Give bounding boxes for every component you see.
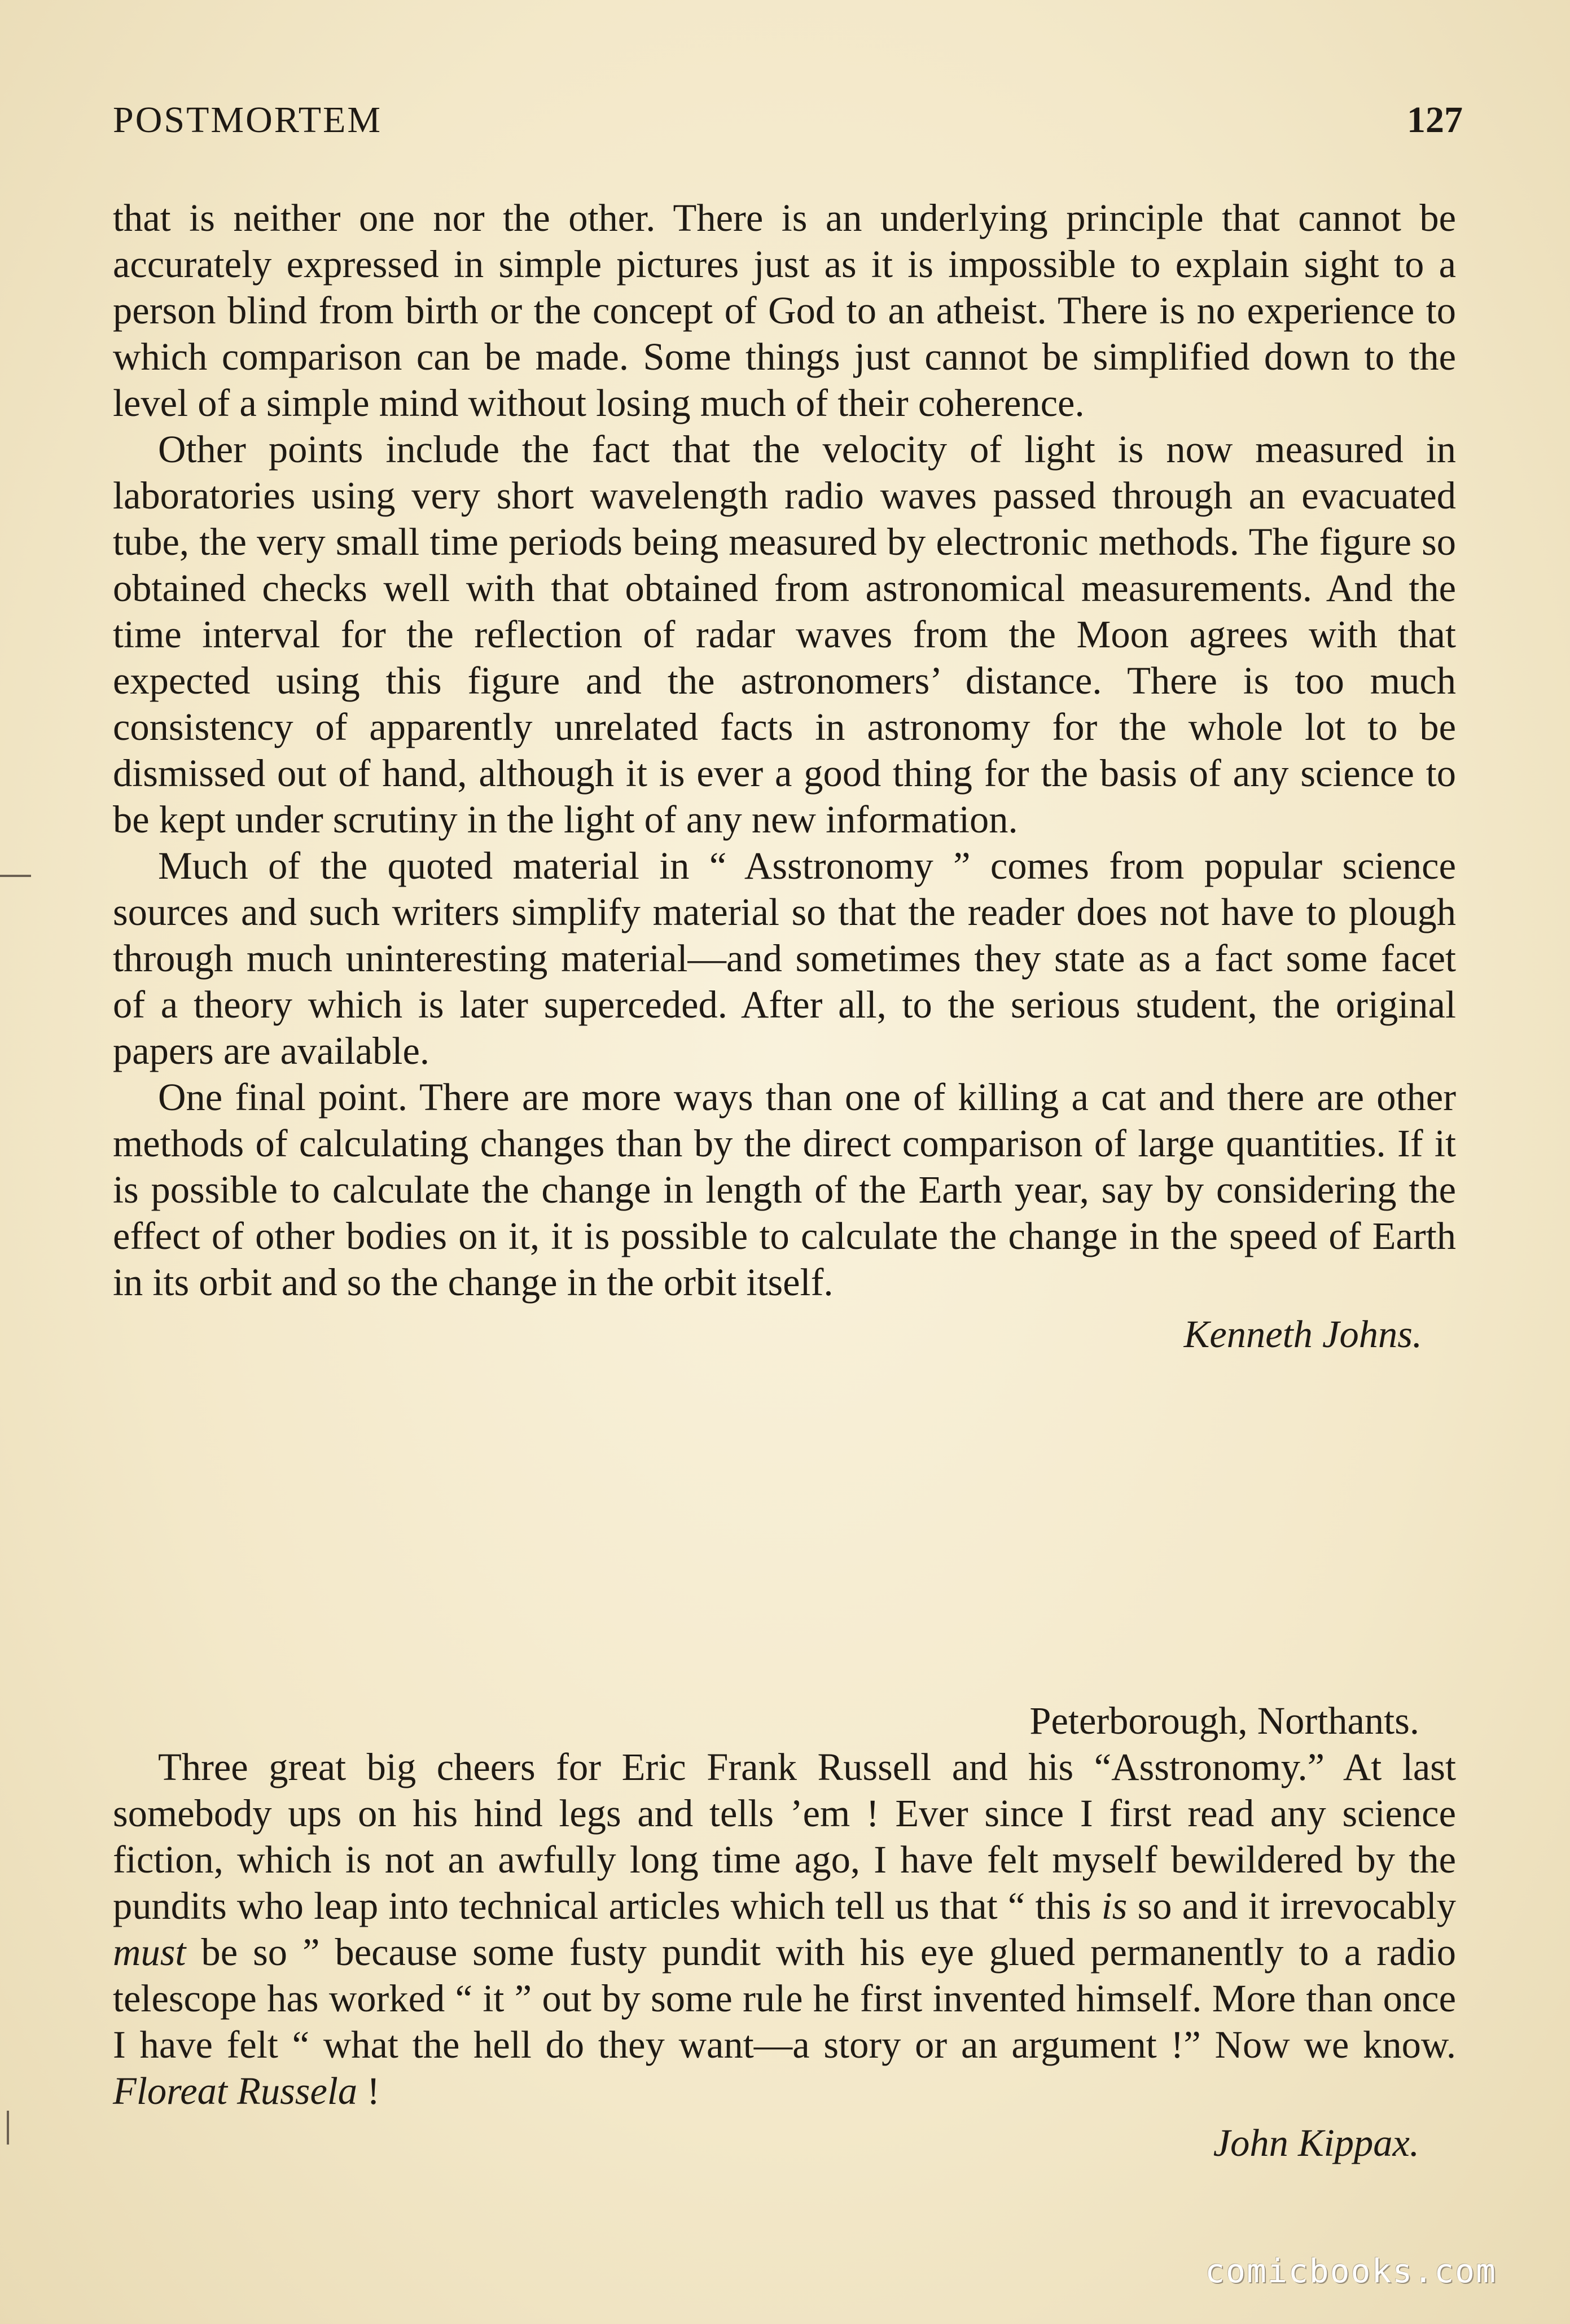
letter-john-kippax	[113, 1698, 1456, 2166]
letter-location: Peterborough, Northants.	[1029, 1699, 1419, 1742]
letter-kenneth-johns	[113, 195, 1456, 1357]
paragraph: Other points include the fact that the velocity of light is now measured in laboratories using very short wavelength radio waves passed through an evacuated tube, the very small time periods being measured by electronic methods. The figure so obtained checks well with that obtained from astronomical measurements. And the time interval for the reflection of radar waves from the Moon agrees with that expected using this figure and the astronomers’ distance. There is too much consistency of apparently unrelated facts in astronomy for the whole lot to be dismissed out of hand, although it is ever a good thing for the basis of any science to be kept under scrutiny in the light of any new information.	[113, 428, 1456, 841]
text-run: !	[357, 2069, 380, 2112]
text-run: Three great big cheers for Eric Frank Russell and his “Asstronomy.” At last somebody ups on his hind legs and tells ’em ! Ever since I first read any science fiction, which is not an awfully long time ago, I have felt myself bewildered by the pundits who leap into technical articles which tell us that “ this	[113, 1746, 1456, 1927]
paragraph: Much of the quoted material in “ Asstronomy ” comes from popular science sources and such writers simplify material so that the reader does not have to plough through much uninteresting material—and sometimes they state as a fact some facet of a theory which is later superceded. After all, to the serious student, the original papers are available.	[113, 844, 1456, 1072]
margin-mark	[0, 875, 31, 877]
text-run: so and it irrevocably	[1127, 1884, 1456, 1927]
emphasis: Floreat Russela	[113, 2069, 358, 2112]
signature: John Kippax.	[1213, 2121, 1419, 2164]
paragraph: One final point. There are more ways than one of killing a cat and there are other methods of calculating changes than by the direct comparison of large quantities. If it is possible to calculate the change in length of the Earth year, say by considering the effect of other bodies on it, it is possible to calculate the change in the speed of Earth in its orbit and so the change in the orbit itself.	[113, 1076, 1456, 1304]
text-run: be so ” because some fusty pundit with his eye glued permanently to a radio telescope has worked “ it ” out by some rule he first invented himself. More than once I have felt “ what the hell do they want—a story or an argument !” Now we know.	[113, 1931, 1456, 2066]
paragraph: that is neither one nor the other. There is an underlying principle that cannot be accurately expressed in simple pictures just as it is impossible to explain sight to a person blind from birth or the concept of God to an atheist. There is no experience to which comparison can be made. Some things just cannot be simplified down to the level of a simple mind without losing much of their coherence.	[113, 196, 1456, 424]
emphasis: is	[1101, 1884, 1128, 1927]
paragraph	[113, 1744, 1456, 2114]
emphasis: must	[113, 1931, 186, 1974]
running-head: POSTMORTEM	[113, 99, 383, 141]
page-header	[113, 99, 1463, 150]
signature: Kenneth Johns.	[1183, 1313, 1422, 1356]
margin-mark	[7, 2111, 9, 2145]
watermark: comicbooks.com	[1205, 2252, 1497, 2290]
page-number: 127	[1407, 99, 1463, 141]
